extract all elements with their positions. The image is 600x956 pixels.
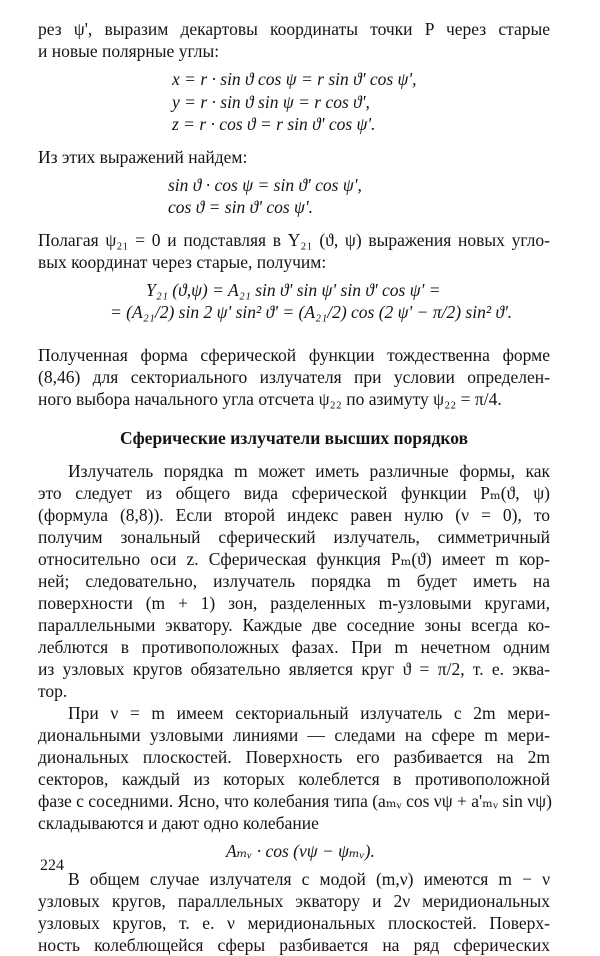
result-line: Полученная форма сферической функции тождественна форме xyxy=(38,344,550,365)
intro-line: рез ψ', выразим декартовы координаты точки P через старые xyxy=(38,19,550,39)
setting-line: Полагая ψ₂₁ = 0 и подставляя в Y₂₁ (ϑ, ψ) выражения новых угло- xyxy=(38,229,550,250)
paragraph-line: поверхности (m + 1) зон, разделенных m-узловыми кругами, xyxy=(38,592,550,613)
paragraph-line: узловых кругов, т. е. ν меридиональных плоскостей. Поверх- xyxy=(38,913,550,933)
book-page xyxy=(38,18,550,956)
paragraph-line: Излучатель порядка m может иметь различные формы, как xyxy=(68,460,550,481)
paragraph-line: фазе с соседними. Ясно, что колебания типа (aₘᵥ cos νψ + a'ₘᵥ sin νψ) xyxy=(38,790,552,811)
paragraph-line: секторов, каждый из которых колеблется в противоположной xyxy=(38,768,550,789)
formula-x: x = r · sin ϑ cos ψ = r sin ϑ' cos ψ', xyxy=(172,69,417,89)
formula-z: z = r · cos ϑ = r sin ϑ' cos ψ'. xyxy=(172,114,376,134)
paragraph-line: диональных плоскостей. Поверхность его разбивается на 2m xyxy=(38,746,550,767)
paragraph-line: В общем случае излучателя с модой (m,ν) имеются m − ν xyxy=(68,869,550,889)
result-line: (8,46) для секториального излучателя при условии определен- xyxy=(38,366,550,387)
paragraph-line: относительно оси z. Сферическая функция Pₘ(ϑ) имеет m кор- xyxy=(38,548,550,569)
setting-line: вых координат через старые, получим: xyxy=(38,251,327,272)
formula-cos: cos ϑ = sin ϑ' cos ψ'. xyxy=(168,197,314,217)
page-number: 224 xyxy=(40,857,64,874)
formula-y21: Y₂₁ (ϑ,ψ) = A₂₁ sin ϑ' sin ψ' sin ϑ' cos ψ' = xyxy=(146,279,441,300)
intro-line: и новые полярные углы: xyxy=(38,41,220,61)
result-line: ного выбора начального угла отсчета ψ₂₂ по азимуту ψ₂₂ = π/4. xyxy=(38,388,502,409)
paragraph-line: из узловых кругов обязательно является круг ϑ = π/2, т. е. эква- xyxy=(38,658,550,679)
paragraph-line: ней; следовательно, излучатель порядка m будет иметь на xyxy=(38,570,550,591)
paragraph-line: ность колеблющейся сферы разбивается на ряд сферических xyxy=(38,935,550,955)
paragraph-line: При ν = m имеем секториальный излучатель с 2m мери- xyxy=(68,702,550,723)
formula-y21-expanded: = (A₂₁/2) sin 2 ψ' sin² ϑ' = (A₂₁/2) cos (2 ψ' − π/2) sin² ϑ'. xyxy=(110,302,513,322)
from-these-line: Из этих выражений найдем: xyxy=(38,146,248,167)
paragraph-line: леблются в противоположных фазах. При m нечетном одним xyxy=(38,636,550,657)
paragraph-line: получим зональный сферический излучатель, симметричный xyxy=(38,526,550,547)
paragraph-line: узловых кругов, параллельных экватору и 2ν меридиональных xyxy=(38,891,550,911)
formula-y: y = r · sin ϑ sin ψ = r cos ϑ', xyxy=(172,91,370,112)
paragraph-line: это следует из общего вида сферической функции Pₘ(ϑ, ψ) xyxy=(38,482,550,503)
paragraph-line: диональными узловыми линиями — следами на сфере m мери- xyxy=(38,724,550,745)
paragraph-line: складываются и дают одно колебание xyxy=(38,812,319,833)
paragraph-line: параллельными экватору. Каждые две соседние зоны всегда ко- xyxy=(38,614,550,635)
formula-sin: sin ϑ · cos ψ = sin ϑ' cos ψ', xyxy=(168,174,362,195)
paragraph-line: (формула (8,8)). Если второй индекс равен нулю (ν = 0), то xyxy=(38,504,550,525)
paragraph-line: тор. xyxy=(38,680,68,701)
section-heading: Сферические излучатели высших порядков xyxy=(119,427,469,448)
formula-amv: Aₘᵥ · cos (νψ − ψₘᵥ). xyxy=(226,840,375,861)
